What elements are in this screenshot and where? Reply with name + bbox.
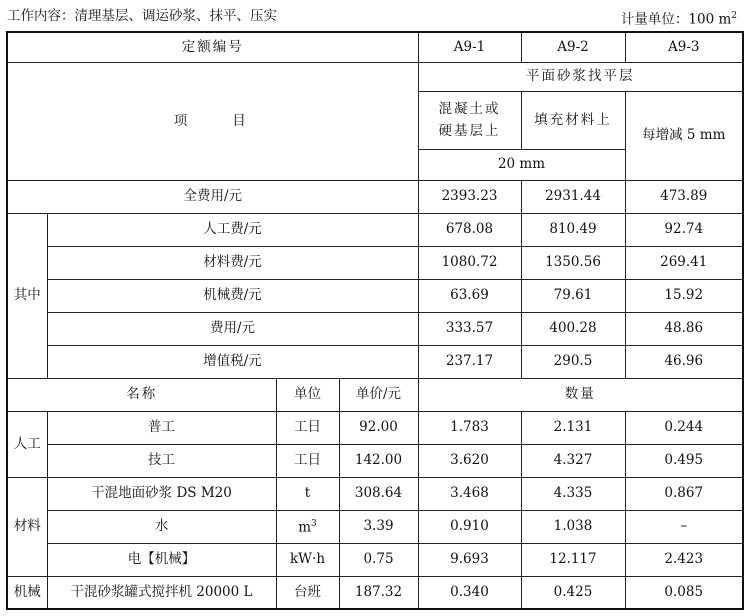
cost-value: 63.69 [418,279,521,312]
res-qty: 0.340 [418,576,521,609]
sub-head-concrete: 混凝土或硬基层上 [418,91,521,149]
res-qty: 1.038 [521,510,625,543]
cost-value: 269.41 [625,246,743,279]
cost-label: 增值税/元 [47,345,418,378]
cost-value: 400.28 [521,312,625,345]
res-head-qty: 数量 [418,378,743,411]
res-price: 142.00 [339,444,418,477]
res-qty: 4.327 [521,444,625,477]
res-qty: 0.867 [625,477,743,510]
code-a9-2: A9-2 [521,32,625,62]
cost-row [7,312,743,345]
res-qty: 2.131 [521,411,625,444]
machine-label: 机械 [7,576,47,609]
cost-row [7,345,743,378]
material-row [7,477,743,510]
res-name: 干混砂浆罐式搅拌机 20000 L [47,576,276,609]
res-head-price: 单价/元 [339,378,418,411]
cost-row [7,246,743,279]
cost-row [7,213,743,246]
cost-label: 费用/元 [47,312,418,345]
res-unit: kW·h [276,543,339,576]
cost-value: 92.74 [625,213,743,246]
code-a9-3: A9-3 [625,32,743,62]
total-value: 2931.44 [521,180,625,213]
res-name: 水 [47,510,276,543]
quota-table [6,31,744,610]
res-qty: 4.335 [521,477,625,510]
material-row [7,510,743,543]
code-a9-1: A9-1 [418,32,521,62]
labor-row [7,444,743,477]
res-qty: 12.117 [521,543,625,576]
res-qty: 0.425 [521,576,625,609]
res-name: 普工 [47,411,276,444]
res-qty: 3.468 [418,477,521,510]
total-value: 473.89 [625,180,743,213]
res-price: 3.39 [339,510,418,543]
sub-head-per-5mm: 每增减 5 mm [625,91,743,180]
cost-value: 46.96 [625,345,743,378]
group-title-row [7,62,743,91]
group-title: 平面砂浆找平层 [418,62,743,91]
res-qty: 0.495 [625,444,743,477]
machine-row [7,576,743,609]
res-qty: 1.783 [418,411,521,444]
total-value: 2393.23 [418,180,521,213]
total-row [7,180,743,213]
cost-value: 15.92 [625,279,743,312]
res-unit: 工日 [276,411,339,444]
item-label [7,62,418,180]
res-head-unit: 单位 [276,378,339,411]
res-name: 干混地面砂浆 DS M20 [47,477,276,510]
res-price: 308.64 [339,477,418,510]
res-unit [276,510,339,543]
cost-label: 材料费/元 [47,246,418,279]
res-price: 0.75 [339,543,418,576]
unit-label: 计量单位：100 m [620,11,732,28]
total-label: 全费用/元 [7,180,418,213]
res-qty: 0.085 [625,576,743,609]
cost-value: 810.49 [521,213,625,246]
work-content-text: 工作内容：清理基层、调运砂浆、抹平、压实 [7,8,277,24]
unit-base: m [298,519,312,536]
cost-value: 678.08 [418,213,521,246]
item-label-text: 项 目 [173,112,252,129]
res-price: 92.00 [339,411,418,444]
res-qty: 9.693 [418,543,521,576]
cost-value: 290.5 [521,345,625,378]
cost-value: 1350.56 [521,246,625,279]
res-qty: – [625,510,743,543]
sub-head-filler: 填充材料上 [521,91,625,149]
page-header [7,4,741,28]
material-label: 材料 [7,477,47,576]
res-unit: 工日 [276,444,339,477]
labor-row [7,411,743,444]
res-qty: 0.910 [418,510,521,543]
cost-value: 48.86 [625,312,743,345]
res-qty: 3.620 [418,444,521,477]
res-name: 电【机械】 [47,543,276,576]
res-qty: 2.423 [625,543,743,576]
cost-label: 机械费/元 [47,279,418,312]
cost-value: 237.17 [418,345,521,378]
unit-exponent: 3 [311,519,317,530]
material-row [7,543,743,576]
labor-label: 人工 [7,411,47,477]
of-which-label: 其中 [7,213,47,378]
res-name: 技工 [47,444,276,477]
unit-of-measure [621,4,737,32]
res-unit: t [276,477,339,510]
res-qty: 0.244 [625,411,743,444]
cost-value: 79.61 [521,279,625,312]
cost-value: 1080.72 [418,246,521,279]
res-unit: 台班 [276,576,339,609]
quota-code-label: 定额编号 [7,32,418,62]
cost-value: 333.57 [418,312,521,345]
resource-head-row [7,378,743,411]
cost-label: 人工费/元 [47,213,418,246]
cost-row [7,279,743,312]
thickness-label: 20 mm [418,149,625,180]
quota-code-row [7,32,743,62]
unit-exponent: 2 [731,11,737,21]
res-head-name: 名称 [7,378,276,411]
res-price: 187.32 [339,576,418,609]
